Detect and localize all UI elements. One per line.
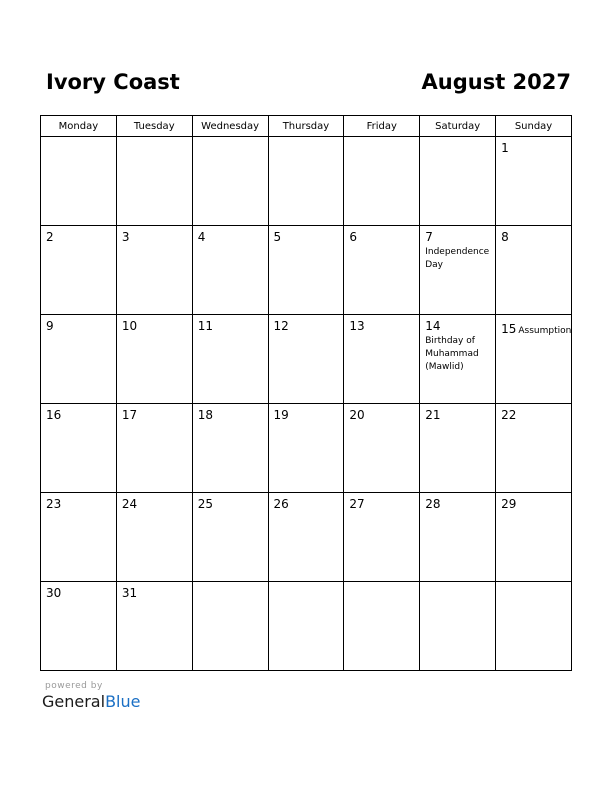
weekday-tuesday: Tuesday <box>116 116 192 137</box>
day-number: 3 <box>121 230 130 244</box>
week-row <box>41 404 572 493</box>
weekday-saturday: Saturday <box>420 116 496 137</box>
day-number: 4 <box>197 230 206 244</box>
logo-general-text: General <box>42 692 106 711</box>
empty-day-cell <box>420 137 496 226</box>
day-cell <box>420 226 496 315</box>
weekday-wednesday: Wednesday <box>192 116 268 137</box>
day-cell <box>41 582 117 671</box>
empty-day-cell <box>41 137 117 226</box>
day-cell <box>496 404 572 493</box>
day-cell <box>192 404 268 493</box>
day-cell <box>344 404 420 493</box>
month-year-title: August 2027 <box>421 70 571 94</box>
day-number: 8 <box>501 230 509 244</box>
day-number: 2 <box>46 230 54 244</box>
weekday-thursday: Thursday <box>268 116 344 137</box>
day-cell <box>496 315 572 404</box>
day-cell <box>116 582 192 671</box>
powered-by-text: powered by <box>45 681 103 691</box>
day-number: 31 <box>121 586 138 600</box>
day-number: 21 <box>425 408 441 422</box>
day-cell <box>344 226 420 315</box>
day-number: 1 <box>501 141 509 155</box>
generalblue-brand <box>42 681 140 711</box>
day-number: 7 <box>425 230 433 244</box>
day-cell <box>41 404 117 493</box>
day-cell <box>116 226 192 315</box>
day-cell <box>41 493 117 582</box>
day-number: 29 <box>501 497 517 511</box>
day-cell <box>41 315 117 404</box>
day-number: 10 <box>121 319 138 333</box>
empty-day-cell <box>496 582 572 671</box>
generalblue-logo <box>42 692 140 711</box>
day-number: 25 <box>197 497 213 511</box>
day-cell <box>116 315 192 404</box>
day-cell <box>420 493 496 582</box>
empty-day-cell <box>344 582 420 671</box>
empty-day-cell <box>344 137 420 226</box>
day-number: 13 <box>349 319 365 333</box>
day-number: 22 <box>501 408 517 422</box>
holiday-label: Birthday of Muhammad (Mawlid) <box>425 336 479 372</box>
day-cell <box>116 404 192 493</box>
calendar-grid <box>40 115 572 671</box>
day-number: 23 <box>46 497 62 511</box>
day-cell <box>192 315 268 404</box>
empty-day-cell <box>420 582 496 671</box>
day-number: 27 <box>349 497 365 511</box>
weekday-sunday: Sunday <box>496 116 572 137</box>
day-number: 12 <box>273 319 289 333</box>
calendar-header <box>44 70 571 100</box>
holiday-label: Assumption <box>518 326 572 336</box>
day-number: 18 <box>197 408 213 422</box>
week-row <box>41 582 572 671</box>
day-number: 26 <box>273 497 289 511</box>
day-number: 16 <box>46 408 62 422</box>
empty-day-cell <box>116 137 192 226</box>
day-cell <box>496 493 572 582</box>
day-cell <box>496 226 572 315</box>
day-number: 20 <box>349 408 365 422</box>
day-number: 17 <box>121 408 138 422</box>
week-row <box>41 315 572 404</box>
logo-blue-text: Blue <box>105 692 141 711</box>
day-cell <box>420 404 496 493</box>
day-number: 28 <box>425 497 441 511</box>
empty-day-cell <box>268 137 344 226</box>
day-number: 5 <box>273 230 282 244</box>
day-number: 14 <box>425 319 441 333</box>
day-number: 24 <box>121 497 138 511</box>
day-cell <box>344 493 420 582</box>
day-cell <box>268 315 344 404</box>
week-row <box>41 137 572 226</box>
day-number: 9 <box>46 319 54 333</box>
weekday-header-row <box>41 116 572 137</box>
day-cell <box>192 493 268 582</box>
day-number: 19 <box>273 408 289 422</box>
day-cell <box>268 404 344 493</box>
week-row <box>41 226 572 315</box>
day-cell <box>192 226 268 315</box>
weekday-friday: Friday <box>344 116 420 137</box>
holiday-label: Independence Day <box>425 247 490 270</box>
day-cell <box>344 315 420 404</box>
day-number: 11 <box>197 319 213 333</box>
empty-day-cell <box>192 582 268 671</box>
day-cell <box>116 493 192 582</box>
day-number: 6 <box>349 230 358 244</box>
country-title: Ivory Coast <box>46 70 180 94</box>
day-cell <box>268 226 344 315</box>
day-number: 30 <box>46 586 62 600</box>
week-row <box>41 493 572 582</box>
weekday-monday: Monday <box>41 116 117 137</box>
empty-day-cell <box>192 137 268 226</box>
day-cell <box>496 137 572 226</box>
day-cell <box>41 226 117 315</box>
day-cell <box>268 493 344 582</box>
day-number: 15 <box>501 322 517 336</box>
day-cell <box>420 315 496 404</box>
empty-day-cell <box>268 582 344 671</box>
